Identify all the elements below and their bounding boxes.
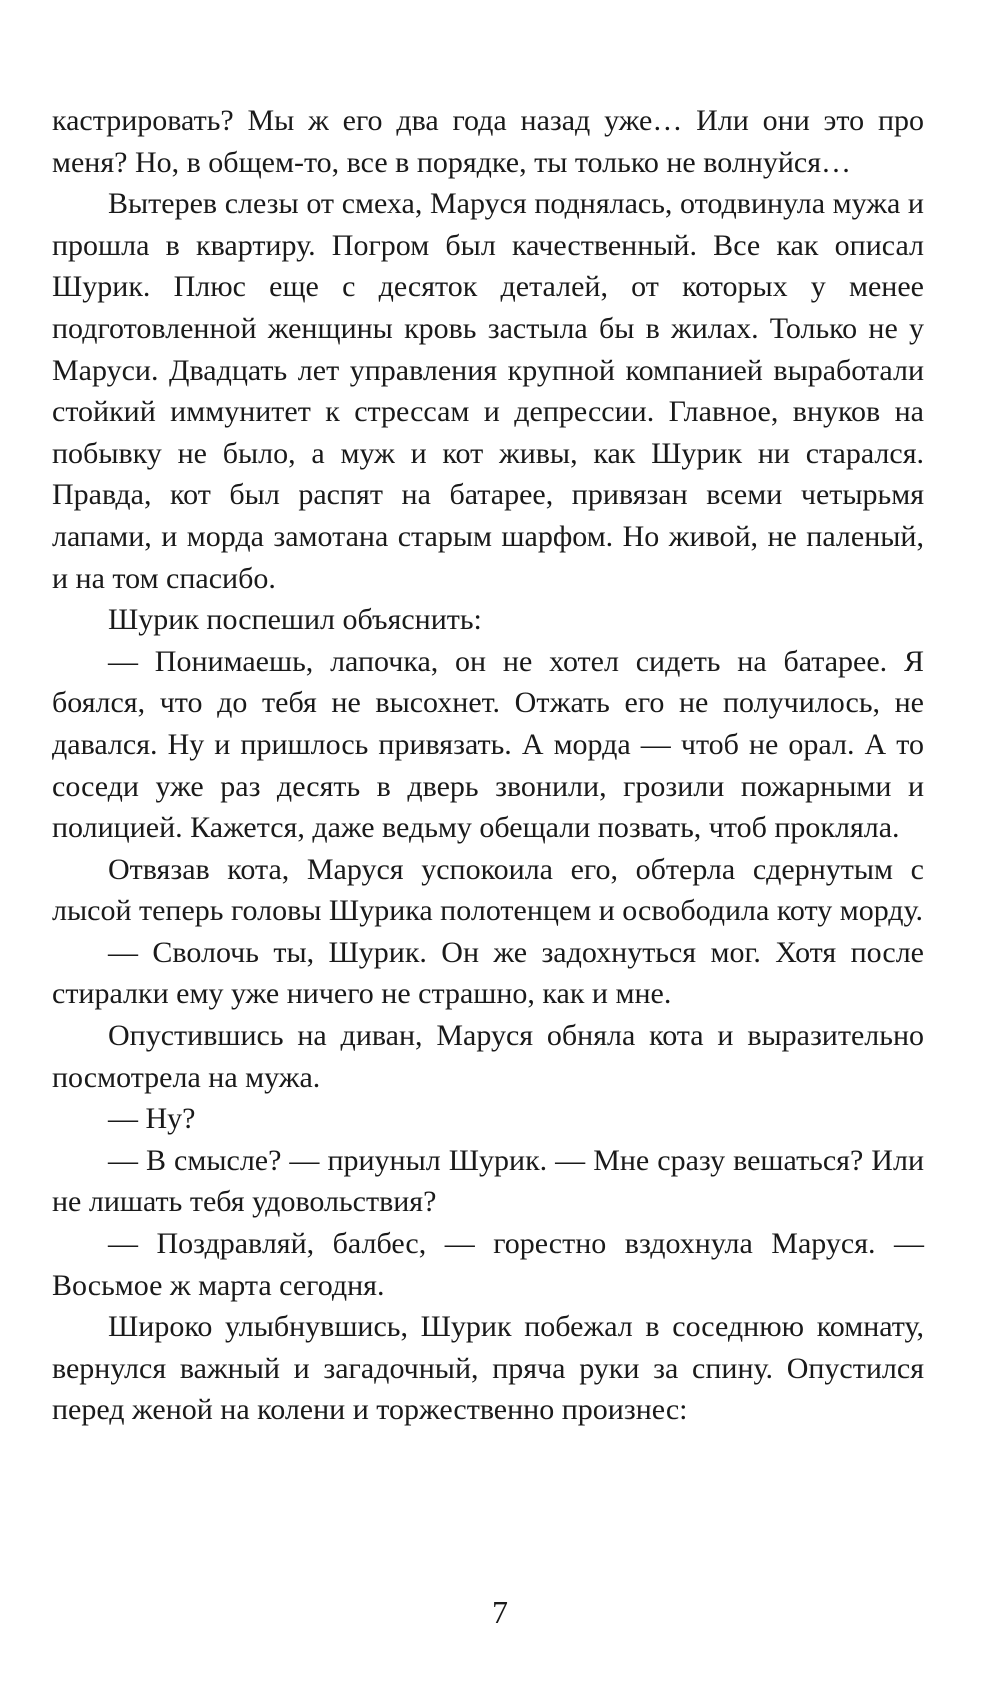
body-text — [52, 100, 924, 1431]
paragraph: Опустившись на диван, Маруся обняла кота и выразительно посмотрела на мужа. — [52, 1019, 924, 1094]
paragraph-continued: кастрировать? Мы ж его два года назад уже… Или они это про меня? Но, в общем-то, все в порядке, ты только не волнуйся… — [52, 104, 924, 179]
dialogue-paragraph: — Ну? — [108, 1102, 196, 1136]
dialogue-paragraph: — Понимаешь, лапочка, он не хотел сидеть на батарее. Я боялся, что до тебя не высохнет. Отжать его не получилось, не давался. Ну и пришлось привязать. А морда — чтоб не орал. А то соседи уже раз десять в дверь звонили, грозили пожарными и полицией. Кажется, даже ведьму обещали позвать, чтоб прокляла. — [52, 644, 924, 845]
dialogue-paragraph: — В смысле? — приуныл Шурик. — Мне сразу вешаться? Или не лишать тебя удовольствия? — [52, 1143, 924, 1219]
dialogue-paragraph: — Поздравляй, балбес, — горестно вздохнула Маруся. — Восьмое ж марта сегодня. — [52, 1227, 924, 1302]
dialogue-paragraph: — Сволочь ты, Шурик. Он же задохнуться мог. Хотя после стиралки ему уже ничего не страшно, как и мне. — [52, 935, 924, 1011]
page-number: 7 — [492, 1594, 508, 1630]
paragraph: Широко улыбнувшись, Шурик побежал в соседнюю комнату, вернулся важный и загадочный, пряча руки за спину. Опустился перед женой на колени и торжественно произнес: — [52, 1310, 924, 1427]
paragraph: Вытерев слезы от смеха, Маруся поднялась, отодвинула мужа и прошла в квартиру. Погром был качественный. Все как описал Шурик. Плюс еще с десяток деталей, от которых у менее подготовленной женщины кровь застыла бы в жилах. Только не у Маруси. Двадцать лет управления крупной компанией выработали стойкий иммунитет к стрессам и депрессии. Главное, внуков на побывку не было, а муж и кот живы, как Шурик ни старался. Правда, кот был распят на батарее, привязан всеми четырьмя лапами, и морда замотана старым шарфом. Но живой, не паленый, и на том спасибо. — [52, 187, 924, 595]
paragraph: Шурик поспешил объяснить: — [108, 603, 482, 637]
paragraph: Отвязав кота, Маруся успокоила его, обтерла сдернутым с лысой теперь головы Шурика полотенцем и освободила коту морду. — [52, 852, 924, 928]
